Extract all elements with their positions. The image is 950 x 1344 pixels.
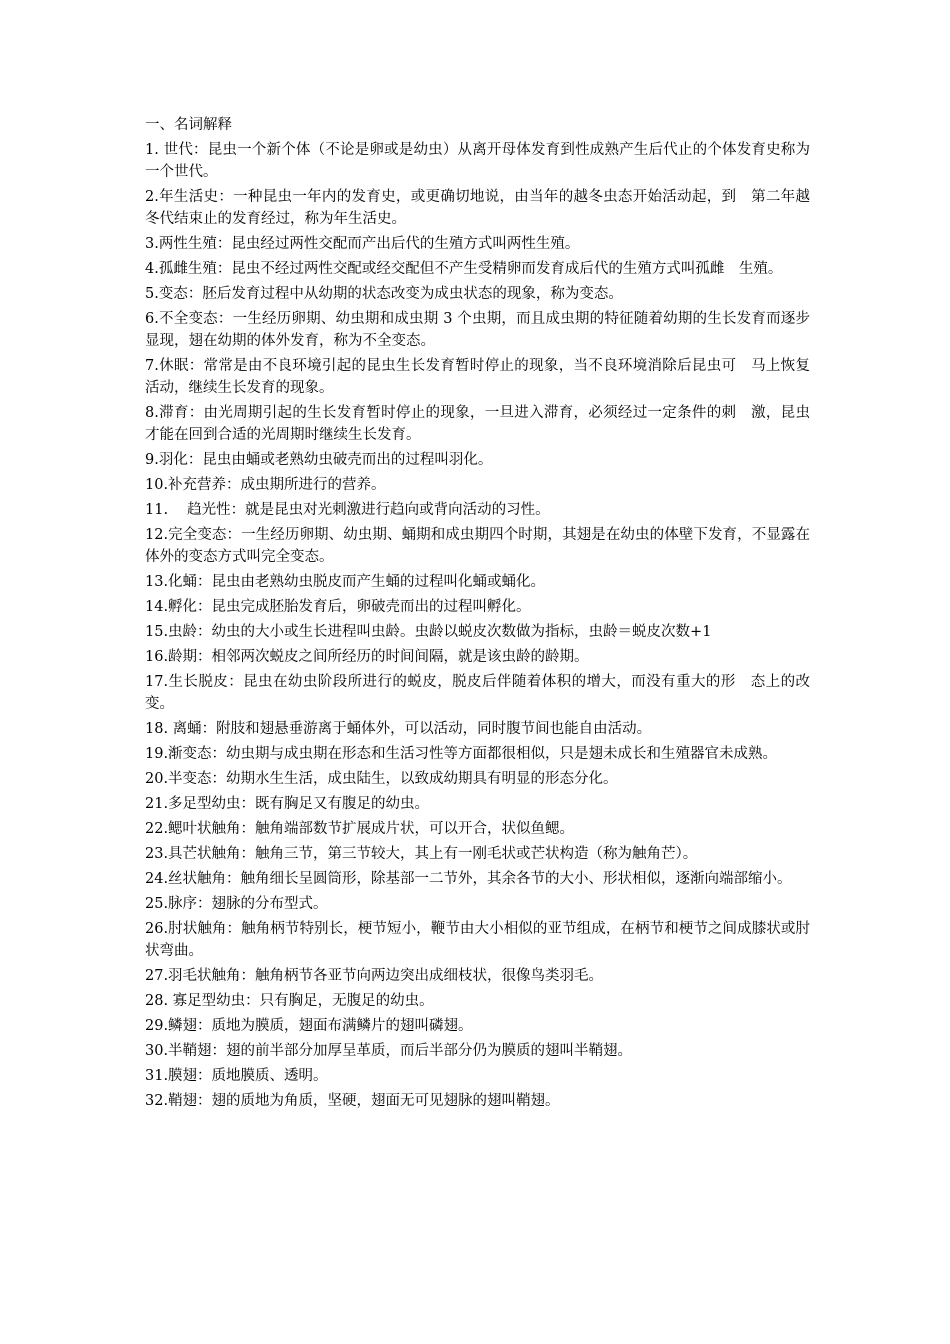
definition-1: 1. 世代：昆虫一个新个体（不论是卵或是幼虫）从离开母体发育到性成熟产生后代止的个体发育史称为一个世代。 <box>145 142 810 180</box>
section-heading: 一、名词解释 <box>145 117 232 133</box>
definition-8: 8.滞育：由光周期引起的生长发育暂时停止的现象，一旦进入滞育，必须经过一定条件的刺 激，昆虫才能在回到合适的光周期时继续生长发育。 <box>145 405 810 443</box>
definition-28: 28. 寡足型幼虫：只有胸足，无腹足的幼虫。 <box>145 993 434 1009</box>
definition-11: 11. 趋光性：就是昆虫对光刺激进行趋向或背向活动的习性。 <box>145 502 550 518</box>
definition-list <box>145 139 810 1112</box>
definition-2: 2.年生活史：一种昆虫一年内的发育史，或更确切地说，由当年的越冬虫态开始活动起，到 第二年越冬代结束止的发育经过，称为年生活史。 <box>145 189 810 227</box>
definition-9: 9.羽化：昆虫由蛹或老熟幼虫破壳而出的过程叫羽化。 <box>145 452 493 468</box>
definition-5: 5.变态：胚后发育过程中从幼期的状态改变为成虫状态的现象，称为变态。 <box>145 286 623 302</box>
definition-4: 4.孤雌生殖：昆虫不经过两性交配或经交配但不产生受精卵而发育成后代的生殖方式叫孤雌 生殖。 <box>145 261 783 277</box>
definition-29: 29.鳞翅：质地为膜质，翅面布满鳞片的翅叫磷翅。 <box>145 1018 473 1034</box>
definition-6: 6.不全变态：一生经历卵期、幼虫期和成虫期 3 个虫期，而且成虫期的特征随着幼期的生长发育而逐步显现，翅在幼期的体外发育，称为不全变态。 <box>145 311 810 349</box>
definition-17: 17.生长脱皮：昆虫在幼虫阶段所进行的蜕皮，脱皮后伴随着体积的增大，而没有重大的形 态上的改变。 <box>145 674 810 712</box>
definition-27: 27.羽毛状触角：触角柄节各亚节向两边突出成细枝状，很像鸟类羽毛。 <box>145 968 604 984</box>
definition-7: 7.休眠：常常是由不良环境引起的昆虫生长发育暂时停止的现象，当不良环境消除后昆虫可 马上恢复活动，继续生长发育的现象。 <box>145 358 810 396</box>
definition-14: 14.孵化：昆虫完成胚胎发育后，卵破壳而出的过程叫孵化。 <box>145 599 531 615</box>
definition-18: 18. 离蛹：附肢和翅悬垂游离于蛹体外，可以活动，同时腹节间也能自由活动。 <box>145 721 652 737</box>
document-page <box>145 114 810 1115</box>
definition-21: 21.多足型幼虫：既有胸足又有腹足的幼虫。 <box>145 796 430 812</box>
definition-22: 22.鳃叶状触角：触角端部数节扩展成片状，可以开合，状似鱼鳃。 <box>145 821 575 837</box>
definition-32: 32.鞘翅：翅的质地为角质，坚硬，翅面无可见翅脉的翅叫鞘翅。 <box>145 1093 560 1109</box>
definition-13: 13.化蛹：昆虫由老熟幼虫脱皮而产生蛹的过程叫化蛹或蛹化。 <box>145 574 546 590</box>
definition-16: 16.龄期：相邻两次蜕皮之间所经历的时间间隔，就是该虫龄的龄期。 <box>145 649 589 665</box>
definition-12: 12.完全变态：一生经历卵期、幼虫期、蛹期和成虫期四个时期，其翅是在幼虫的体壁下发育，不显露在体外的变态方式叫完全变态。 <box>145 527 810 565</box>
definition-31: 31.膜翅：质地膜质、透明。 <box>145 1068 328 1084</box>
definition-24: 24.丝状触角：触角细长呈圆筒形，除基部一二节外，其余各节的大小、形状相似，逐渐向端部缩小。 <box>145 871 792 887</box>
definition-10: 10.补充营养：成虫期所进行的营养。 <box>145 477 386 493</box>
definition-23: 23.具芒状触角：触角三节，第三节较大，其上有一刚毛状或芒状构造（称为触角芒）。 <box>145 846 698 862</box>
definition-30: 30.半鞘翅：翅的前半部分加厚呈革质，而后半部分仍为膜质的翅叫半鞘翅。 <box>145 1043 633 1059</box>
definition-26: 26.肘状触角：触角柄节特别长，梗节短小，鞭节由大小相似的亚节组成，在柄节和梗节之间成膝状或肘状弯曲。 <box>145 921 810 959</box>
definition-20: 20.半变态：幼期水生生活，成虫陆生，以致成幼期具有明显的形态分化。 <box>145 771 618 787</box>
definition-25: 25.脉序：翅脉的分布型式。 <box>145 896 328 912</box>
definition-15: 15.虫龄：幼虫的大小或生长进程叫虫龄。虫龄以蜕皮次数做为指标，虫龄＝蜕皮次数+1 <box>145 624 712 640</box>
definition-3: 3.两性生殖：昆虫经过两性交配而产出后代的生殖方式叫两性生殖。 <box>145 236 580 252</box>
definition-19: 19.渐变态：幼虫期与成虫期在形态和生活习性等方面都很相似，只是翅未成长和生殖器官未成熟。 <box>145 746 778 762</box>
